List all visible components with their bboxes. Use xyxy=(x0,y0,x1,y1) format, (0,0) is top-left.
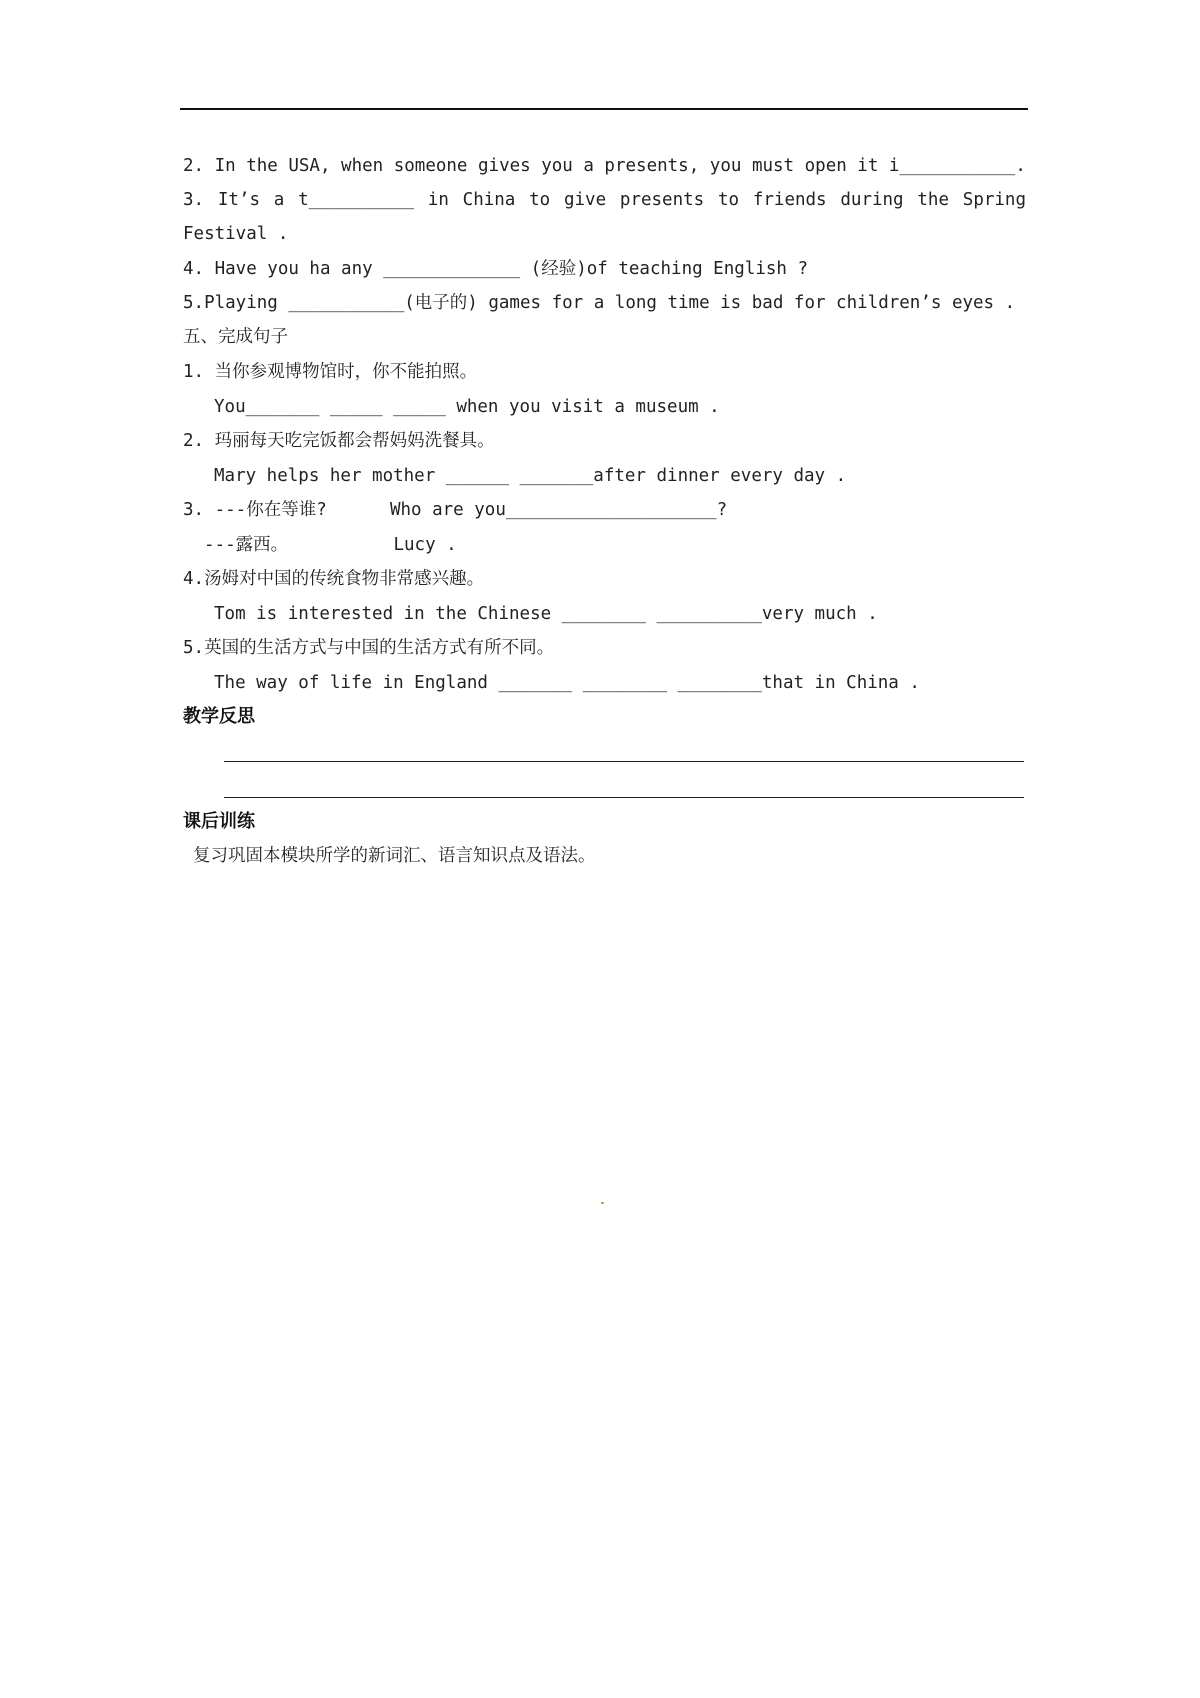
after-class-training-text: 复习巩固本模块所学的新词汇、语言知识点及语法。 xyxy=(193,846,596,866)
fill-in-q2: 2. In the USA, when someone gives you a presents, you must open it i___________. xyxy=(183,156,1026,176)
sentence1-english: You_______ _____ _____ when you visit a museum . xyxy=(214,397,720,417)
sentence3-question: 3. ---你在等谁? Who are you____________________? xyxy=(183,500,728,520)
header-rule xyxy=(180,108,1028,110)
stray-dot-mark xyxy=(601,1202,604,1204)
sentence3-answer: ---露西。 Lucy . xyxy=(204,535,457,555)
fill-in-q5: 5.Playing ___________(电子的) games for a long time is bad for children’s eyes . xyxy=(183,293,1016,313)
sentence5-english: The way of life in England _______ ________ ________that in China . xyxy=(214,673,920,693)
reflection-answer-line-1 xyxy=(224,761,1024,762)
teaching-reflection-heading: 教学反思 xyxy=(183,706,255,727)
sentence5-chinese: 5.英国的生活方式与中国的生活方式有所不同。 xyxy=(183,638,555,658)
section-title-complete-sentences: 五、完成句子 xyxy=(183,327,288,347)
sentence2-chinese: 2. 玛丽每天吃完饭都会帮妈妈洗餐具。 xyxy=(183,431,495,451)
fill-in-q4: 4. Have you ha any _____________ (经验)of teaching English ? xyxy=(183,259,809,279)
reflection-answer-line-2 xyxy=(224,797,1024,798)
sentence1-chinese: 1. 当你参观博物馆时，你不能拍照。 xyxy=(183,362,478,382)
sentence4-chinese: 4.汤姆对中国的传统食物非常感兴趣。 xyxy=(183,569,485,589)
sentence4-english: Tom is interested in the Chinese ________ __________very much . xyxy=(214,604,878,624)
fill-in-q3-line1: 3. It’s a t__________ in China to give presents to friends during the Spring xyxy=(183,190,1026,210)
after-class-training-heading: 课后训练 xyxy=(183,811,255,832)
sentence2-english: Mary helps her mother ______ _______after dinner every day . xyxy=(214,466,847,486)
fill-in-q3-line2: Festival . xyxy=(183,224,289,244)
